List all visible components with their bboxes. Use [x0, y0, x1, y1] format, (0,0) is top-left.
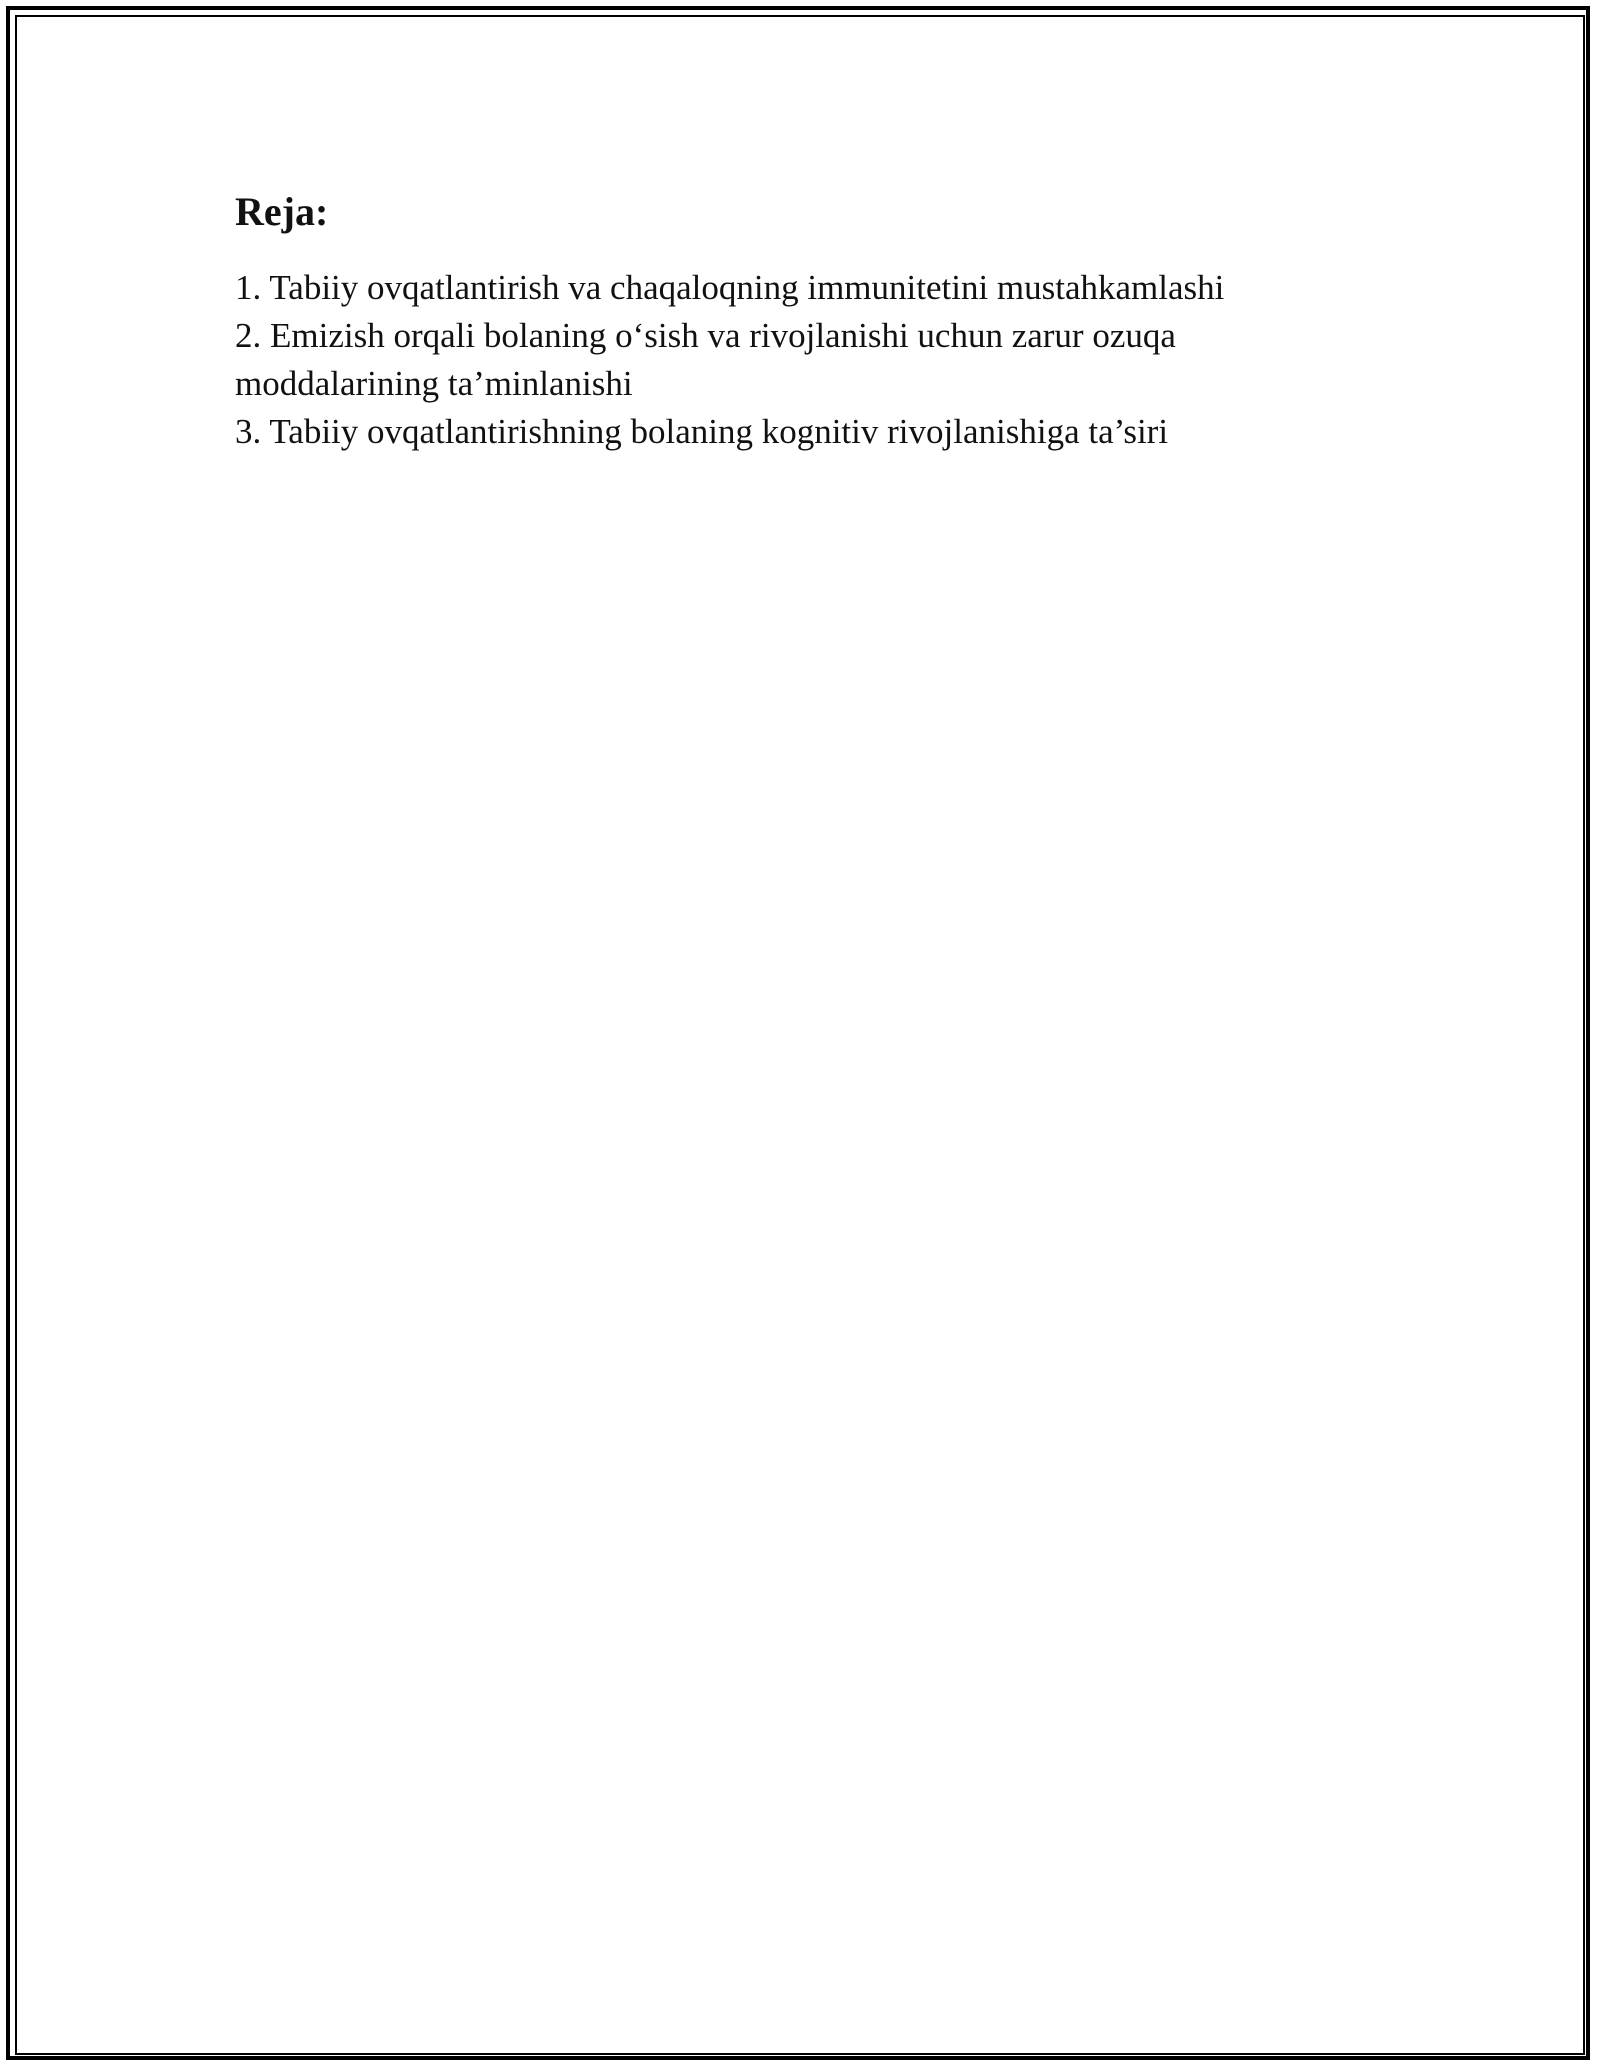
document-body — [235, 186, 1335, 456]
plan-item-3: 3. Tabiiy ovqatlantirishning bolaning kognitiv rivojlanishiga ta’siri — [235, 412, 1169, 451]
plan-heading: Reja: — [235, 189, 329, 234]
plan-item-1: 1. Tabiiy ovqatlantirish va chaqaloqning immunitetini mustahkamlashi — [235, 268, 1225, 307]
plan-item-2: 2. Emizish orqali bolaning o‘sish va rivojlanishi uchun zarur ozuqa moddalarining ta’minlanishi — [235, 316, 1176, 403]
plan-list — [235, 264, 1335, 456]
